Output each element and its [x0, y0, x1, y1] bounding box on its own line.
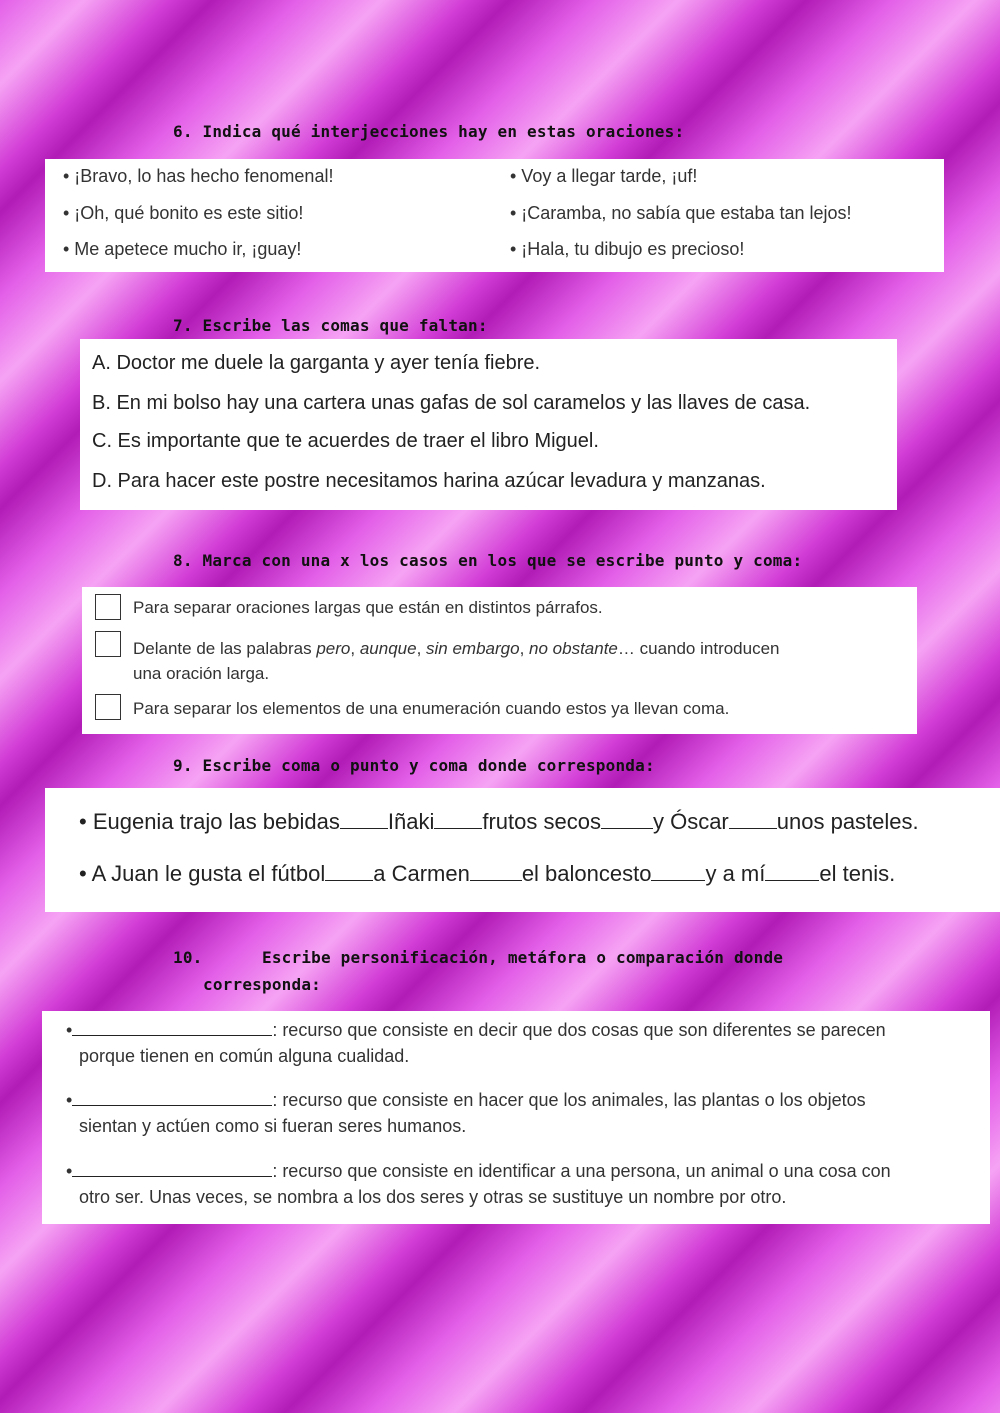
q9-s2-blank-4[interactable] — [765, 862, 819, 881]
q10-definition-1 — [66, 1017, 886, 1069]
q8-word-aunque: aunque — [359, 639, 417, 658]
q8-heading: 8. Marca con una x los casos en los que se escribe punto y coma: — [173, 551, 803, 570]
q8-checkbox-3[interactable] — [95, 694, 121, 720]
q9-s1-part-5: unos pasteles. — [776, 809, 919, 834]
q6-box — [45, 159, 944, 272]
q7-line-d[interactable]: D. Para hacer este postre necesitamos harina azúcar levadura y manzanas. — [92, 470, 766, 492]
q8-word-sin-embargo: sin embargo — [426, 639, 520, 658]
q8-option-1: Para separar oraciones largas que están en distintos párrafos. — [133, 598, 603, 617]
q7-line-b[interactable]: B. En mi bolso hay una cartera unas gafas de sol caramelos y las llaves de casa. — [92, 392, 811, 414]
q9-s1-blank-3[interactable] — [601, 810, 653, 829]
q9-s1-part-2: Iñaki — [387, 809, 435, 834]
q8-checkbox-1[interactable] — [95, 594, 121, 620]
q9-s2-blank-3[interactable] — [651, 862, 705, 881]
q10-blank-1[interactable] — [72, 1017, 272, 1036]
q6-item-2: • ¡Oh, qué bonito es este sitio! — [63, 203, 304, 223]
q9-heading: 9. Escribe coma o punto y coma donde corresponda: — [173, 756, 655, 775]
q10-def3-line1: : recurso que consiste en identificar a una persona, un animal o una cosa con — [272, 1161, 891, 1181]
q6-item-6: • ¡Hala, tu dibujo es precioso! — [510, 239, 745, 259]
q6-heading: 6. Indica qué interjecciones hay en estas oraciones: — [173, 122, 685, 141]
q10-number: 10. — [173, 948, 203, 967]
q10-definition-3 — [66, 1158, 891, 1210]
q8-option-2-post: … cuando introducen — [617, 639, 780, 658]
q9-s2-blank-2[interactable] — [470, 862, 522, 881]
q7-box — [80, 339, 897, 510]
q10-box — [42, 1011, 990, 1224]
q10-definition-2 — [66, 1087, 866, 1139]
q10-bullet-1: • — [66, 1020, 73, 1040]
q10-def1-line2: porque tienen en común alguna cualidad. — [79, 1046, 410, 1066]
q8-option-3: Para separar los elementos de una enumeración cuando estos ya llevan coma. — [133, 699, 730, 718]
q9-s1-blank-1[interactable] — [340, 810, 388, 829]
q10-def1-line1: : recurso que consiste en decir que dos cosas que son diferentes se parecen — [272, 1020, 886, 1040]
q10-def2-line1: : recurso que consiste en hacer que los animales, las plantas o los objetos — [272, 1090, 866, 1110]
q9-s2-part-1: • A Juan le gusta el fútbol — [79, 861, 326, 886]
q9-s2-part-5: el tenis. — [819, 861, 896, 886]
q8-sep-3: , — [519, 639, 530, 658]
q9-s1-blank-4[interactable] — [729, 810, 777, 829]
q9-box — [45, 788, 1000, 912]
q6-item-4: • Voy a llegar tarde, ¡uf! — [510, 166, 698, 186]
q8-sep-1: , — [350, 639, 360, 658]
q6-item-1: • ¡Bravo, lo has hecho fenomenal! — [63, 166, 334, 186]
q10-def2-line2: sientan y actúen como si fueran seres humanos. — [79, 1116, 467, 1136]
q8-option-2-pre: Delante de las palabras — [133, 639, 317, 658]
q8-checkbox-2[interactable] — [95, 631, 121, 657]
q8-option-2-line2: una oración larga. — [133, 664, 270, 683]
q9-s2-part-3: el baloncesto — [521, 861, 652, 886]
q9-sentence-1 — [79, 809, 919, 835]
q10-bullet-3: • — [66, 1161, 73, 1181]
q8-option-2 — [133, 636, 780, 686]
q10-heading-line-1: Escribe personificación, metáfora o comparación donde — [262, 948, 784, 967]
q7-line-c[interactable]: C. Es importante que te acuerdes de traer el libro Miguel. — [92, 430, 599, 452]
q6-item-5: • ¡Caramba, no sabía que estaba tan lejos! — [510, 203, 852, 223]
q10-def3-line2: otro ser. Unas veces, se nombra a los dos seres y otras se sustituye un nombre por otro. — [79, 1187, 787, 1207]
q9-s1-blank-2[interactable] — [434, 810, 482, 829]
q10-blank-3[interactable] — [72, 1158, 272, 1177]
q9-s2-part-2: a Carmen — [373, 861, 470, 886]
q9-s2-part-4: y a mí — [705, 861, 766, 886]
q9-s1-part-4: y Óscar — [652, 809, 729, 834]
q6-item-3: • Me apetece mucho ir, ¡guay! — [63, 239, 302, 259]
q10-heading-line-2: corresponda: — [203, 975, 321, 994]
q8-sep-2: , — [416, 639, 427, 658]
q7-heading: 7. Escribe las comas que faltan: — [173, 316, 488, 335]
q10-bullet-2: • — [66, 1090, 73, 1110]
q9-sentence-2 — [79, 861, 895, 887]
q7-line-a[interactable]: A. Doctor me duele la garganta y ayer tenía fiebre. — [92, 352, 541, 374]
q9-s1-part-3: frutos secos — [482, 809, 601, 834]
q9-s1-part-1: • Eugenia trajo las bebidas — [79, 809, 340, 834]
q8-word-pero: pero — [316, 639, 351, 658]
q8-box — [82, 587, 917, 734]
q10-blank-2[interactable] — [72, 1087, 272, 1106]
q9-s2-blank-1[interactable] — [325, 862, 373, 881]
q8-word-no-obstante: no obstante — [529, 639, 618, 658]
